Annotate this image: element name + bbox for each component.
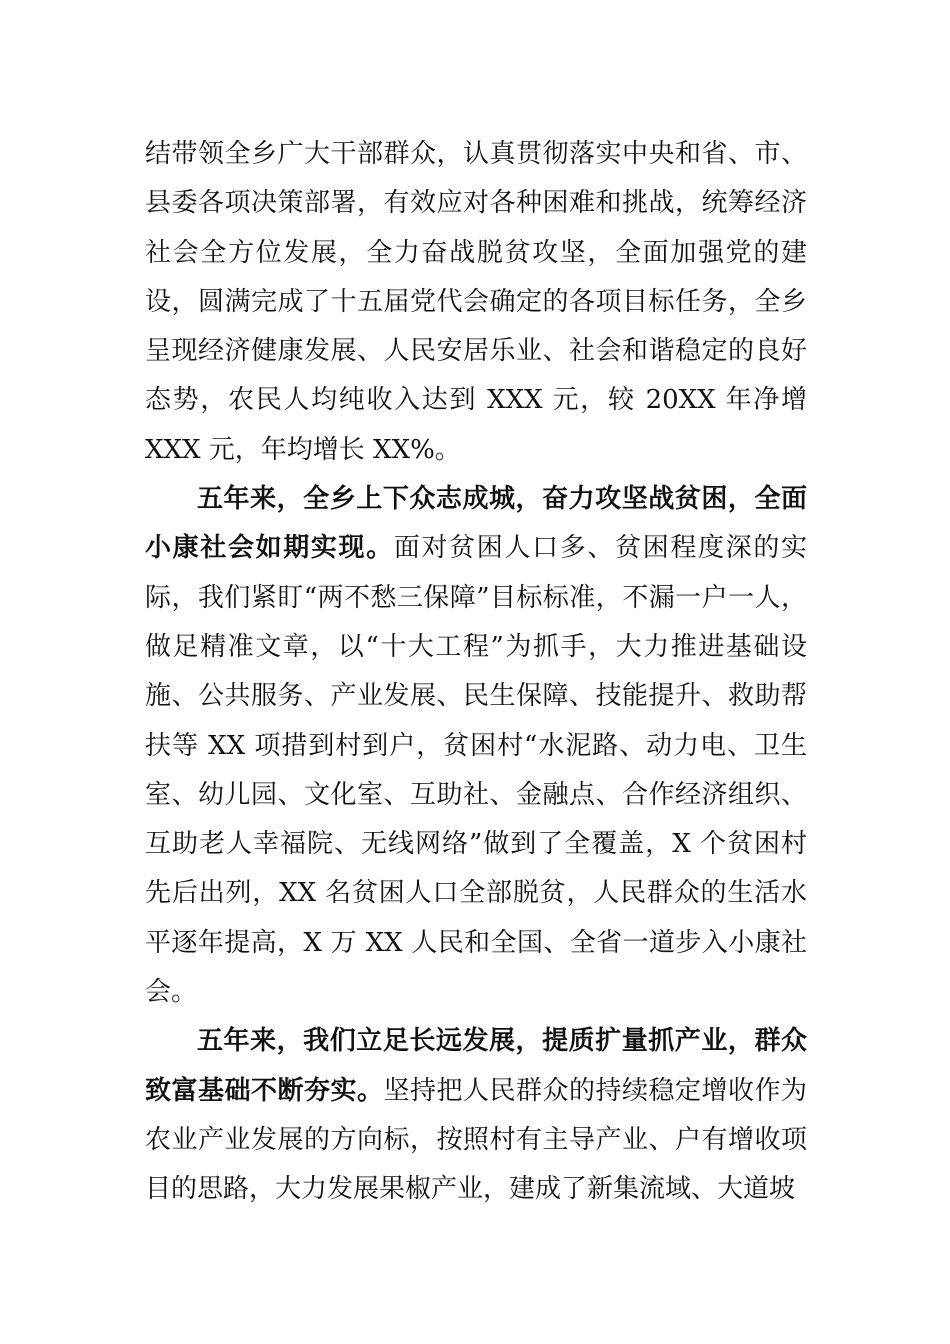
document-body [145, 130, 807, 1215]
paragraph-industry-development [145, 1017, 807, 1214]
paragraph-text: 坚持把人民群众的持续稳定增收作为农业产业发展的方向标，按照村有主导产业、户有增收项目的思路，大力发展果椒产业，建成了新集流域、大道坡 [145, 1075, 807, 1205]
paragraph-text: 结带领全乡广大干部群众，认真贯彻落实中央和省、市、县委各项决策部署，有效应对各种困难和挑战，统筹经济社会全方位发展，全力奋战脱贫攻坚，全面加强党的建设，圆满完成了十五届党代会确定的各项目标任务，全乡呈现经济健康发展、人民安居乐业、社会和谐稳定的良好态势，农民人均纯收入达到 XXX 元，较 20XX 年净增 XXX 元，年均增长 XX%。 [145, 139, 807, 465]
paragraph-lead-heading: 五年来，我们立足长远发展，提质扩量抓产业，群众致富基础不断夯实。 [145, 1026, 807, 1106]
paragraph-continuation [145, 130, 807, 475]
paragraph-lead-heading: 五年来，全乡上下众志成城，奋力攻坚战贫困，全面小康社会如期实现。 [145, 484, 807, 564]
paragraph-poverty-alleviation [145, 475, 807, 1017]
paragraph-text: 面对贫困人口多、贫困程度深的实际，我们紧盯“两不愁三保障”目标标准，不漏一户一人，做足精准文章，以“十大工程”为抓手，大力推进基础设施、公共服务、产业发展、民生保障、技能提升、救助帮扶等 XX 项措到村到户，贫困村“水泥路、动力电、卫生室、幼儿园、文化室、互助社、金融点、合作经济组织、互助老人幸福院、无线网络”做到了全覆盖，X 个贫困村先后出列，XX 名贫困人口全部脱贫，人民群众的生活水平逐年提高，X 万 XX 人民和全国、全省一道步入小康社会。 [145, 533, 807, 1008]
